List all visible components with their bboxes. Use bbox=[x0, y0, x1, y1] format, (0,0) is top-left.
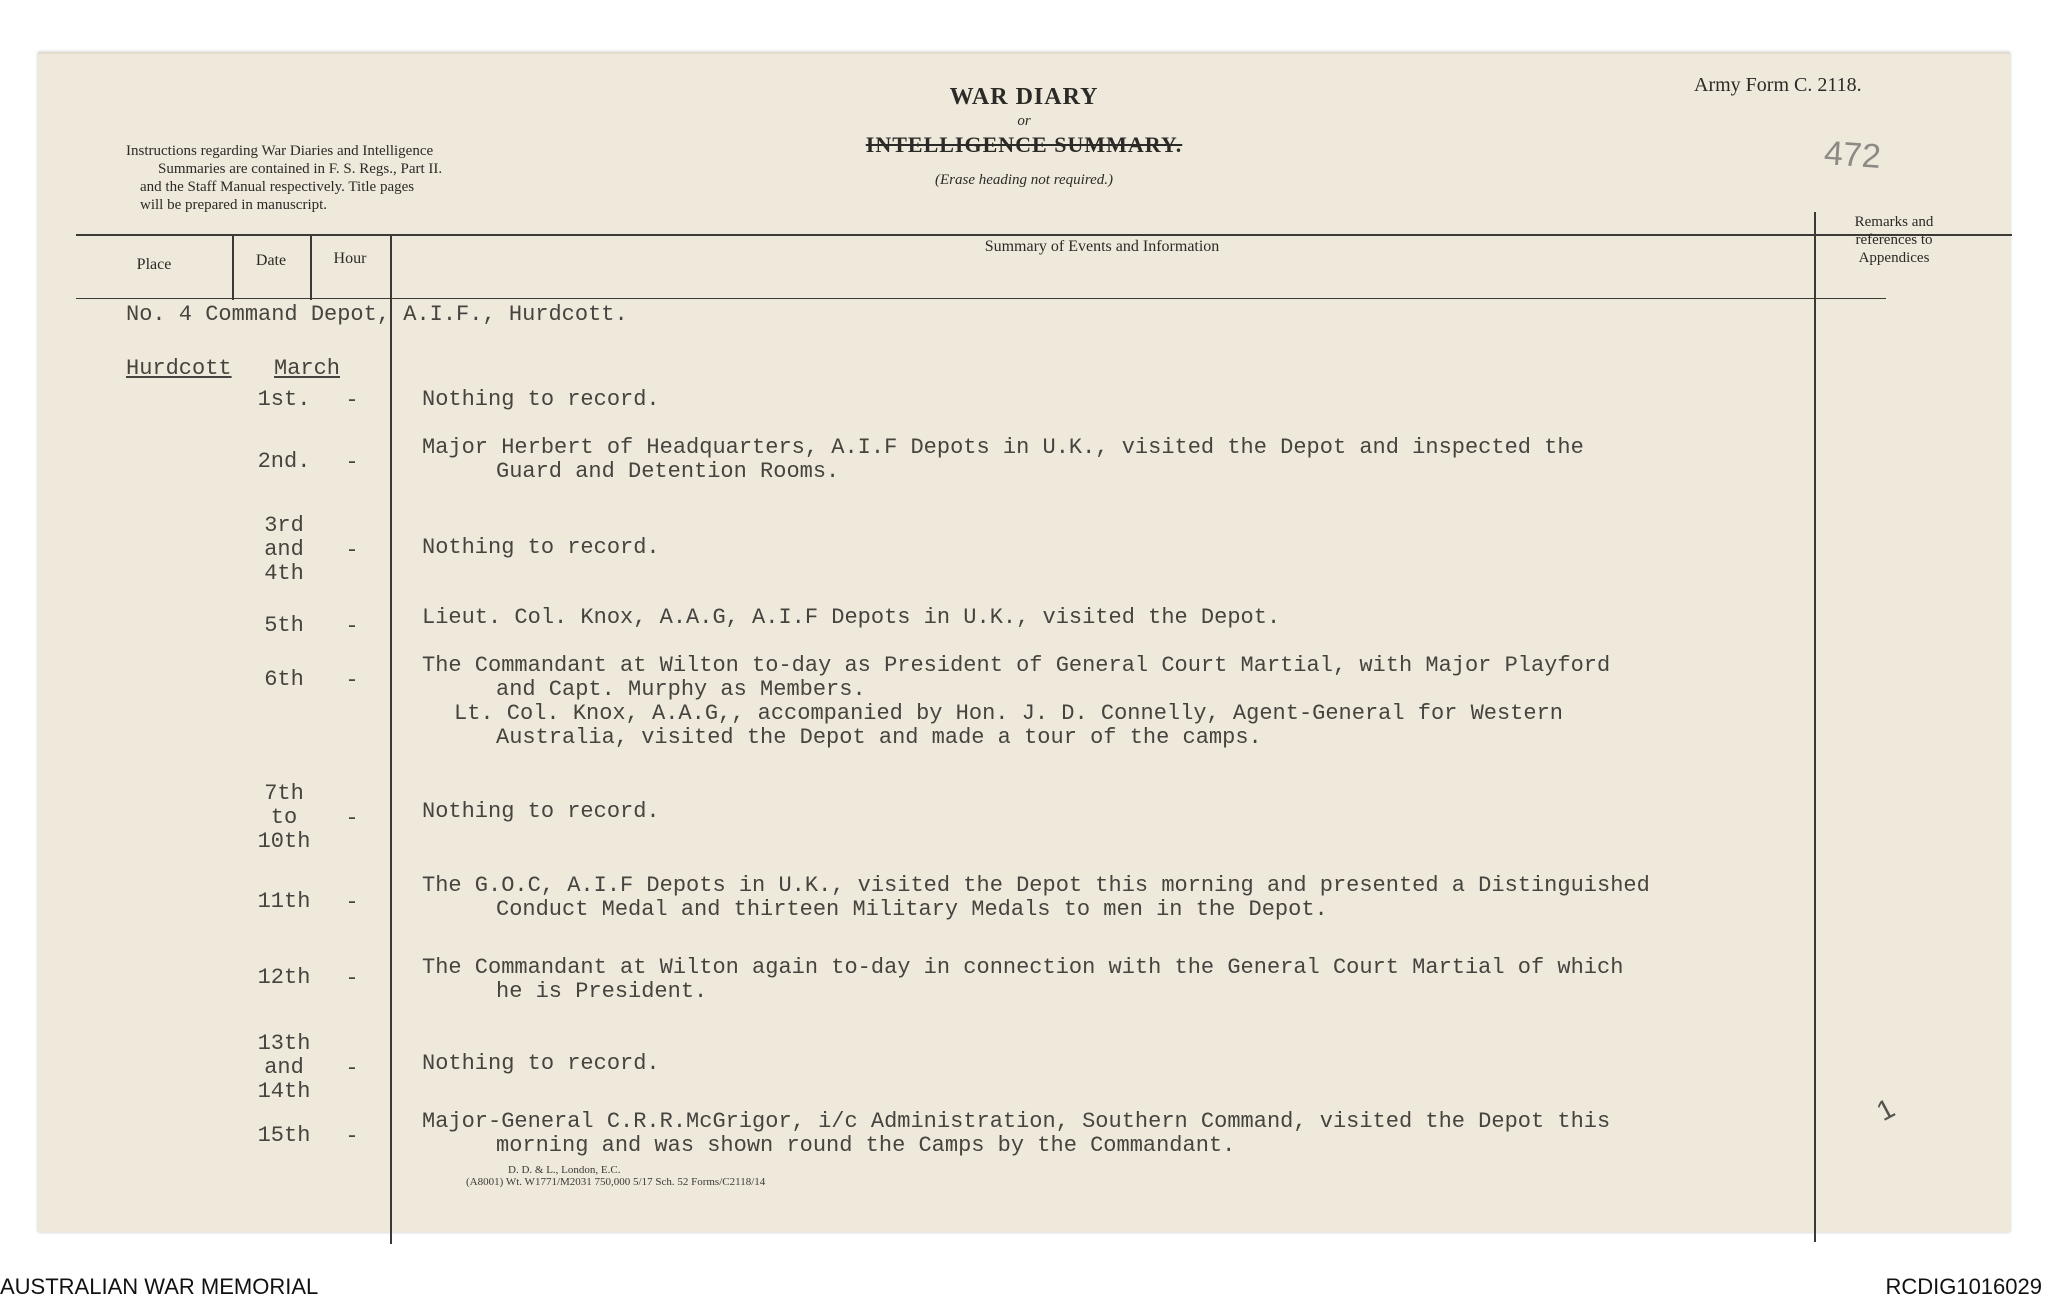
entry-text bbox=[422, 1052, 660, 1076]
entry-line: Lieut. Col. Knox, A.A.G, A.I.F Depots in U.K., visited the Depot. bbox=[422, 605, 1281, 630]
date-line: 3rd bbox=[264, 513, 304, 538]
date-line: 1st. bbox=[257, 387, 311, 412]
entry-text bbox=[422, 956, 1623, 1004]
column-header-hour: Hour bbox=[333, 250, 367, 267]
entry-text bbox=[422, 654, 1610, 750]
erase-note: (Erase heading not required.) bbox=[934, 172, 1114, 188]
diary-sheet bbox=[38, 52, 2010, 1232]
entry-hour: - bbox=[345, 1124, 359, 1149]
place-label: Hurdcott bbox=[126, 356, 232, 381]
hour-summary-divider bbox=[390, 234, 392, 1244]
date-line: 4th bbox=[264, 561, 304, 586]
entry-line: Nothing to record. bbox=[422, 387, 660, 412]
date-line: 14th bbox=[257, 1079, 311, 1104]
summary-remarks-divider bbox=[1814, 212, 1816, 1242]
entry-text bbox=[422, 536, 660, 560]
entry-text bbox=[422, 800, 660, 824]
entry-text bbox=[422, 874, 1650, 922]
printer-line: D. D. & L., London, E.C. bbox=[508, 1164, 621, 1176]
date-line: 5th bbox=[264, 613, 304, 638]
entry-line: Conduct Medal and thirteen Military Medals to men in the Depot. bbox=[496, 897, 1328, 922]
date-line: 12th bbox=[257, 965, 311, 990]
entry-hour: - bbox=[345, 614, 359, 639]
entry-line: Major-General C.R.R.McGrigor, i/c Administration, Southern Command, visited the Depot this bbox=[422, 1109, 1611, 1134]
instructions-line: and the Staff Manual respectively. Title pages bbox=[140, 179, 415, 195]
column-header-date: Date bbox=[255, 252, 287, 269]
entry-text bbox=[422, 606, 1280, 630]
footer-archive-name: AUSTRALIAN WAR MEMORIAL bbox=[0, 1274, 319, 1299]
entry-line: Nothing to record. bbox=[422, 535, 660, 560]
entry-text bbox=[422, 436, 1584, 484]
entry-line: Major Herbert of Headquarters, A.I.F Depots in U.K., visited the Depot and inspected the bbox=[422, 435, 1584, 460]
instructions-line: Instructions regarding War Diaries and Intelligence bbox=[126, 143, 434, 159]
remarks-header-line: Appendices bbox=[1858, 250, 1930, 266]
entry-line: he is President. bbox=[496, 979, 708, 1004]
entry-line: Australia, visited the Depot and made a tour of the camps. bbox=[496, 725, 1262, 750]
entry-text bbox=[422, 1110, 1610, 1158]
date-line: 7th bbox=[264, 781, 304, 806]
entry-line: Guard and Detention Rooms. bbox=[496, 459, 840, 484]
entry-line: The G.O.C, A.I.F Depots in U.K., visited the Depot this morning and presented a Distinguished bbox=[422, 873, 1650, 898]
war-diary-title: WAR DIARY bbox=[949, 84, 1099, 110]
entry-line: morning and was shown round the Camps by the Commandant. bbox=[496, 1133, 1236, 1158]
entry-line: Lt. Col. Knox, A.A.G,, accompanied by Hon. J. D. Connelly, Agent-General for Western bbox=[454, 701, 1563, 726]
printer-line: (A8001) Wt. W1771/M2031 750,000 5/17 Sch. 52 Forms/C2118/14 bbox=[466, 1176, 766, 1188]
date-line: 6th bbox=[264, 667, 304, 692]
entry-hour: - bbox=[345, 668, 359, 693]
entry-hour: - bbox=[345, 538, 359, 563]
entry-hour: - bbox=[345, 1056, 359, 1081]
printer-imprint bbox=[466, 1164, 765, 1188]
instructions-line: will be prepared in manuscript. bbox=[140, 197, 328, 213]
date-line: 11th bbox=[257, 889, 311, 914]
date-line: and bbox=[264, 1055, 304, 1080]
month-label: March bbox=[274, 356, 341, 381]
date-line: 15th bbox=[257, 1123, 311, 1148]
entry-line: Nothing to record. bbox=[422, 799, 660, 824]
remarks-header-line: references to bbox=[1855, 232, 1933, 248]
header-bottom-rule bbox=[76, 298, 1886, 299]
entry-hour: - bbox=[345, 966, 359, 991]
instructions-line: Summaries are contained in F. S. Regs., Part II. bbox=[158, 161, 443, 177]
margin-mark: 1 bbox=[1871, 1092, 1900, 1127]
date-line: 10th bbox=[257, 829, 311, 854]
column-header-summary: Summary of Events and Information bbox=[984, 238, 1220, 255]
date-line: to bbox=[270, 805, 298, 830]
entry-line: Nothing to record. bbox=[422, 1051, 660, 1076]
column-header-place: Place bbox=[136, 256, 172, 273]
unit-heading: No. 4 Command Depot, A.I.F., Hurdcott. bbox=[126, 302, 628, 327]
entry-hour: - bbox=[345, 450, 359, 475]
folio-number: 472 bbox=[1822, 134, 1883, 176]
entry-hour: - bbox=[345, 890, 359, 915]
entry-hour: - bbox=[345, 806, 359, 831]
table-top-rule bbox=[76, 234, 2012, 236]
footer-record-id: RCDIG1016029 bbox=[1885, 1274, 2042, 1299]
date-line: 2nd. bbox=[257, 449, 311, 474]
army-form-number: Army Form C. 2118. bbox=[1694, 74, 1862, 96]
column-header-remarks bbox=[1814, 213, 1974, 267]
entry-line: The Commandant at Wilton to-day as President of General Court Martial, with Major Playford bbox=[422, 653, 1611, 678]
remarks-header-line: Remarks and bbox=[1854, 214, 1934, 230]
intelligence-summary-struck: INTELLIGENCE SUMMARY. bbox=[865, 132, 1183, 157]
date-line: and bbox=[264, 537, 304, 562]
entry-hour: - bbox=[345, 388, 359, 413]
instructions-note bbox=[126, 142, 566, 214]
date-line: 13th bbox=[257, 1031, 311, 1056]
entry-text bbox=[422, 388, 660, 412]
or-label: or bbox=[1017, 113, 1031, 129]
entry-line: The Commandant at Wilton again to-day in connection with the General Court Martial of which bbox=[422, 955, 1624, 980]
entry-line: and Capt. Murphy as Members. bbox=[496, 677, 866, 702]
